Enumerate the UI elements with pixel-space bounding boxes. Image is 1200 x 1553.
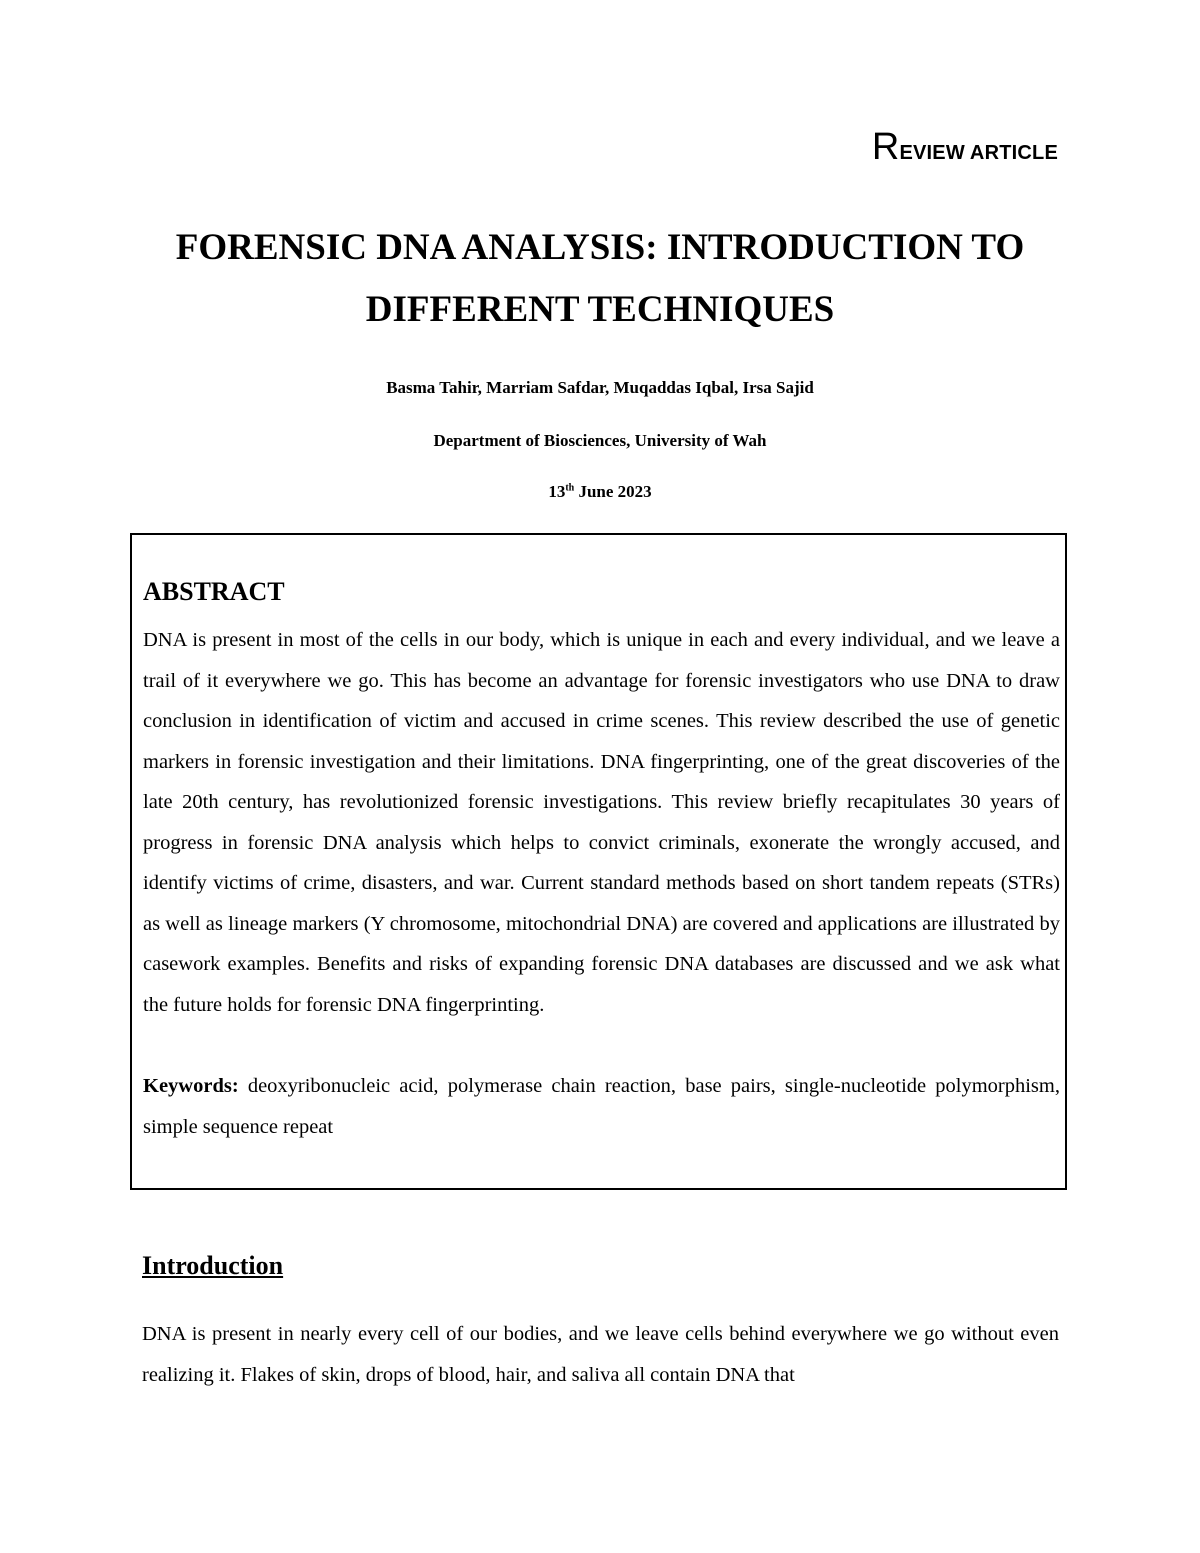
article-type-label (872, 128, 1058, 166)
paper-title (0, 217, 1200, 341)
introduction-text: DNA is present in nearly every cell of our bodies, and we leave cells behind everywhere we go without even realizing it. Flakes of skin, drops of blood, hair, and saliva all contain DNA that (142, 1323, 1059, 1386)
publication-date (0, 483, 1200, 500)
abstract-heading: ABSTRACT (143, 577, 285, 606)
paper-title-line-2: DIFFERENT TECHNIQUES (365, 289, 835, 330)
abstract-box (130, 533, 1067, 1190)
introduction-heading: Introduction (142, 1251, 284, 1280)
affiliation: Department of Biosciences, University of Wah (433, 431, 767, 450)
date-day: 13 (548, 482, 566, 501)
article-type-initial: R (871, 126, 900, 168)
date-ordinal-suffix: th (565, 482, 575, 494)
abstract-text: DNA is present in most of the cells in our body, which is unique in each and every individual, and we leave a trail of it everywhere we go. This has become an advantage for forensic investigators who use DNA to draw conclusion in identification of victim and accused in crime scenes. This review described the use of genetic markers in forensic investigation and their limitations. DNA fingerprinting, one of the great discoveries of the late 20th century, has revolutionized forensic investigations. This review briefly recapitulates 30 years of progress in forensic DNA analysis which helps to convict criminals, exonerate the wrongly accused, and identify victims of crime, disasters, and war. Current standard methods based on short tandem repeats (STRs) as well as lineage markers (Y chromosome, mitochondrial DNA) are covered and applications are illustrated by casework examples. Benefits and risks of expanding forensic DNA databases are discussed and we ask what the future holds for forensic DNA fingerprinting. (143, 629, 1060, 1016)
keywords-label: Keywords: (143, 1075, 239, 1097)
article-type-rest: EVIEW ARTICLE (899, 142, 1058, 164)
keywords (143, 1066, 1060, 1147)
keywords-list: deoxyribonucleic acid, polymerase chain reaction, base pairs, single-nucleotide polymorphism, simple sequence repeat (143, 1075, 1060, 1138)
date-month-year: June 2023 (574, 482, 652, 501)
author-list: Basma Tahir, Marriam Safdar, Muqaddas Iqbal, Irsa Sajid (386, 378, 814, 397)
paper-title-line-1: FORENSIC DNA ANALYSIS: INTRODUCTION TO (175, 227, 1025, 268)
